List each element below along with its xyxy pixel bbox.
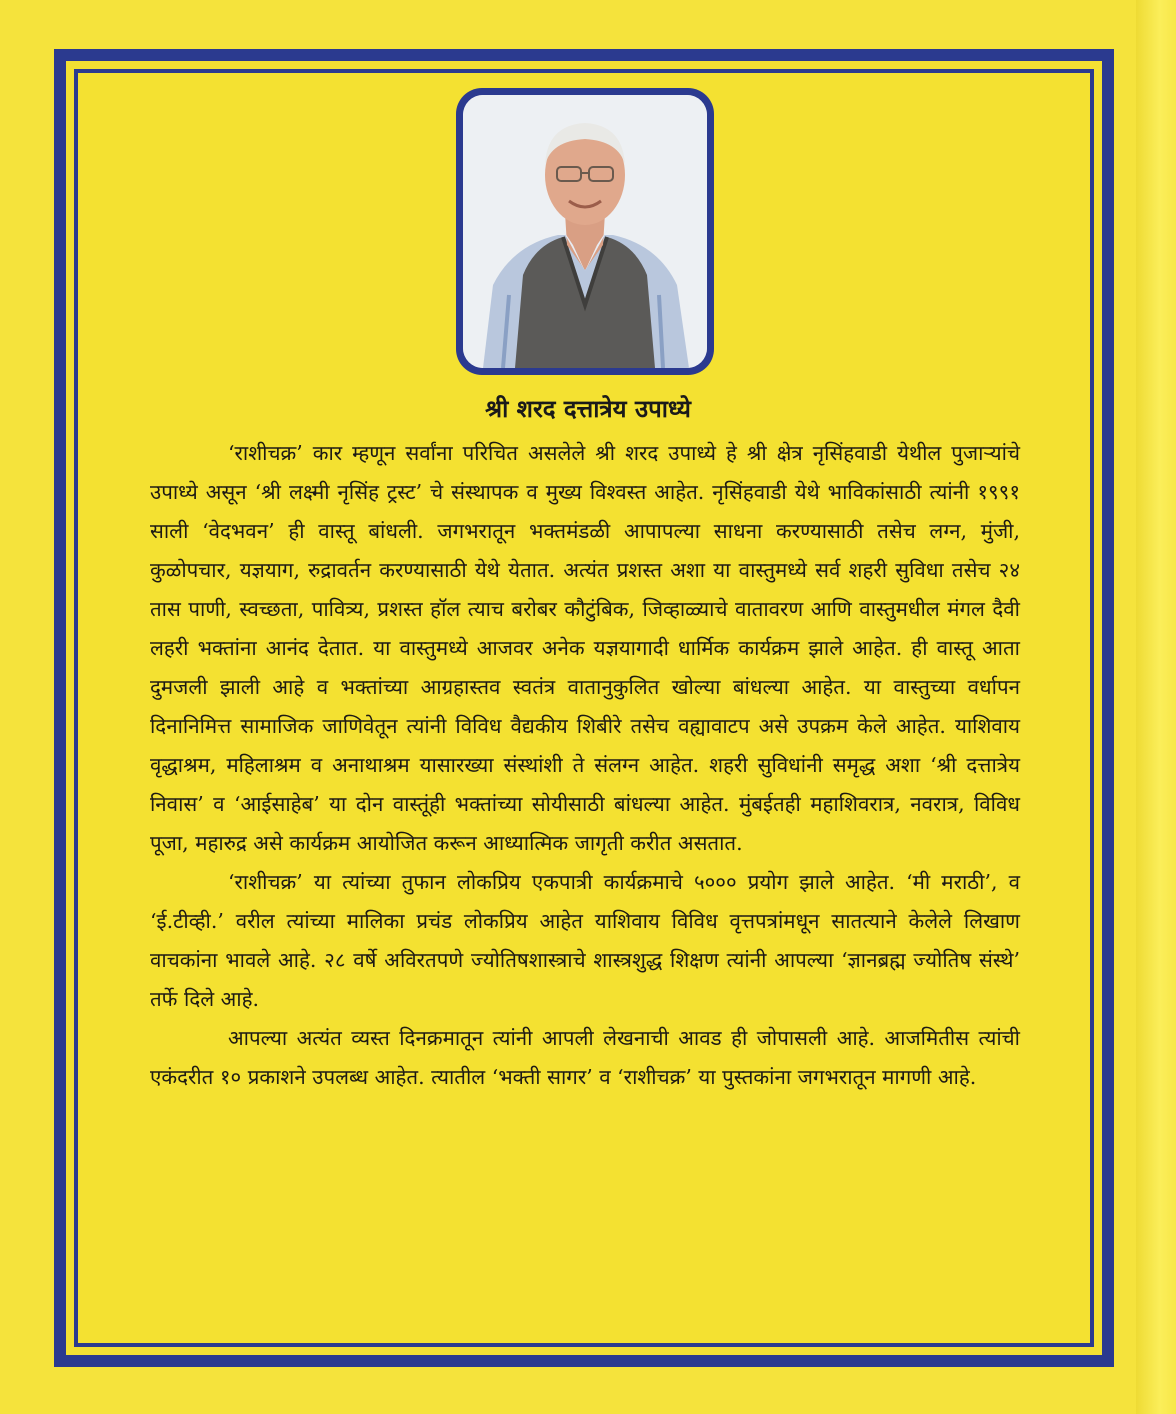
bio-paragraph-3: आपल्या अत्यंत व्यस्त दिनक्रमातून त्यांनी आपली लेखनाची आवड ही जोपासली आहे. आजमितीस त्यांची एकंदरीत १० प्रकाशने उपलब्ध आहेत. त्यातील ‘भक्ती सागर’ व ‘राशीचक्र’ या पुस्तकांना जगभरातून मागणी आहे. (150, 1026, 1020, 1089)
bio-paragraph-1: ‘राशीचक्र’ कार म्हणून सर्वांना परिचित असलेले श्री शरद उपाध्ये हे श्री क्षेत्र नृसिंहवाडी येथील पुजाऱ्यांचे उपाध्ये असून ‘श्री लक्ष्मी नृसिंह ट्रस्ट’ चे संस्थापक व मुख्य विश्वस्त आहेत. नृसिंहवाडी येथे भाविकांसाठी त्यांनी १९९१ साली ‘वेदभवन’ ही वास्तू बांधली. जगभरातून भक्तमंडळी आपापल्या साधना करण्यासाठी तसेच लग्न, मुंजी, कुळोपचार, यज्ञयाग, रुद्रावर्तन करण्यासाठी येथे येतात. अत्यंत प्रशस्त अशा या वास्तुमध्ये सर्व शहरी सुविधा तसेच २४ तास पाणी, स्वच्छता, पावित्र्य, प्रशस्त हॉल त्याच बरोबर कौटुंबिक, जिव्हाळ्याचे वातावरण आणि वास्तुमधील मंगल दैवी लहरी भक्तांना आनंद देतात. या वास्तुमध्ये आजवर अनेक यज्ञयागादी धार्मिक कार्यक्रम झाले आहेत. ही वास्तू आता दुमजली झाली आहे व भक्तांच्या आग्रहास्तव स्वतंत्र वातानुकुलित खोल्या बांधल्या आहेत. या वास्तुच्या वर्धापन दिनानिमित्त सामाजिक जाणिवेतून त्यांनी विविध वैद्यकीय शिबीरे तसेच वह्यावाटप असे उपक्रम केले आहेत. याशिवाय वृद्धाश्रम, महिलाश्रम व अनाथाश्रम यासारख्या संस्थांशी ते संलग्न आहेत. शहरी सुविधांनी समृद्ध अशा ‘श्री दत्तात्रेय निवास’ व ‘आईसाहेब’ या दोन वास्तूंही भक्तांच्या सोयीसाठी बांधल्या आहेत. मुंबईतही महाशिवरात्र, नवरात्र, विविध पूजा, महारुद्र असे कार्यक्रम आयोजित करून आध्यात्मिक जागृती करीत असतात. (150, 441, 1020, 855)
portrait-illustration (463, 95, 707, 368)
author-portrait (456, 88, 714, 375)
page-edge (1136, 0, 1176, 1414)
author-name: श्री शरद दत्तात्रेय उपाध्ये (485, 395, 691, 423)
bio-paragraph-2: ‘राशीचक्र’ या त्यांच्या तुफान लोकप्रिय एकपात्री कार्यक्रमाचे ५००० प्रयोग झाले आहेत. ‘मी मराठी’, व ‘ई.टीव्ही.’ वरील त्यांच्या मालिका प्रचंड लोकप्रिय आहेत याशिवाय विविध वृत्तपत्रांमधून सातत्याने केलेले लिखाण वाचकांना भावले आहे. २८ वर्षे अविरतपणे ज्योतिषशास्त्राचे शास्त्रशुद्ध शिक्षण त्यांनी आपल्या ‘ज्ञानब्रह्म ज्योतिष संस्थे’ तर्फे दिले आहे. (150, 870, 1020, 1011)
author-biography (150, 434, 1020, 1097)
author-photo (463, 95, 707, 368)
